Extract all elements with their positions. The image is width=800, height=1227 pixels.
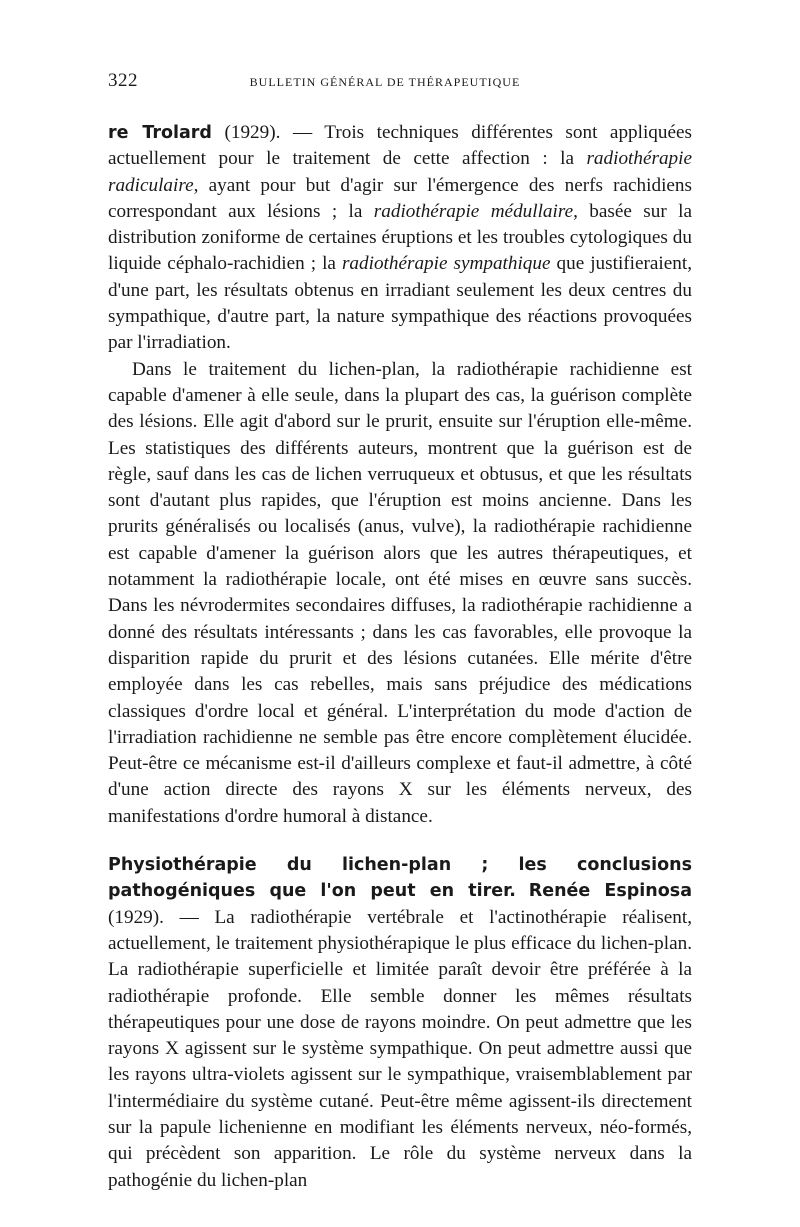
author-name: re Trolard <box>108 123 212 143</box>
paragraph-physiotherapie: Physiothérapie du lichen-plan ; les conclusions pathogéniques que l'on peut en tirer. Renée Espinosa (1929). — La radiothérapie vertébrale et l'actinothérapie réalisent, actuellement, le traitement physiothérapique le plus efficace du lichen-plan. La radiothérapie superficielle et limitée paraît devoir être préférée à la radiothérapie profonde. Elle semble donner les mêmes résultats thérapeutiques pour une dose de rayons moindre. On peut admettre que les rayons X agissent sur le système sympathique. On peut admettre aussi que les rayons ultra-violets agissent sur le sympathique, vraisemblablement par l'intermédiaire du système cutané. Peut-être même agissent-ils directement sur la papule lichenienne en modifiant les éléments nerveux, néo-formés, qui précèdent son apparition. Le rôle du système nerveux dans la pathogénie du lichen-plan <box>108 855 692 1191</box>
emphasis-radiculaire: radiothérapie radiculaire <box>108 148 692 196</box>
paragraph-trolard: re Trolard (1929). — Trois techniques différentes sont appliquées actuellement pour le traitement de cette affection : la radiothérapie radiculaire, ayant pour but d'agir sur l'émergence des nerfs rachidiens correspondant aux lésions ; la radiothérapie médullaire, basée sur la distribution zoniforme de certaines éruptions et les troubles cytologiques du liquide céphalo-rachidien ; la radiothérapie sympathique que justifieraient, d'une part, les résultats obtenus en irradiant seulement les deux centres du sympathique, d'autre part, la nature sympathique des réactions provoquées par l'irradiation. <box>108 122 692 354</box>
page-number: 322 <box>108 70 138 91</box>
paragraph-lichen-plan: Dans le traitement du lichen-plan, la radiothérapie rachidienne est capable d'amener à elle seule, dans la plupart des cas, la guérison complète des lésions. Elle agit d'abord sur le prurit, ensuite sur l'éruption elle-même. Les statistiques des différents auteurs, montrent que la guérison est de règle, sauf dans les cas de lichen verruqueux et obtusus, et que les résultats sont d'autant plus rapides, que l'éruption est moins ancienne. Dans les prurits généralisés ou localisés (anus, vulve), la radiothérapie rachidienne est capable d'amener la guérison alors que les autres thérapeutiques, et notamment la radiothérapie locale, ont été mises en œuvre sans succès. Dans les névrodermites secondaires diffuses, la radiothérapie rachidienne a donné des résultats intéressants ; dans les cas favorables, elle provoque la disparition rapide du prurit et des lésions cutanées. Elle mérite d'être employée dans les cas rebelles, mais sans préjudice des médications classiques d'ordre local et général. L'interprétation du mode d'action de l'irradiation rachidienne ne semble pas être encore complètement élucidée. Peut-être ce mécanisme est-il d'ailleurs complexe et faut-il admettre, à côté d'une action directe des rayons X sur les éléments nerveux, des manifestations d'ordre humoral à distance. <box>108 358 692 827</box>
running-title: BULLETIN GÉNÉRAL DE THÉRAPEUTIQUE <box>249 75 521 89</box>
emphasis-sympathique: radiothérapie sympathique <box>341 253 551 275</box>
page-header <box>108 70 692 98</box>
section-title: Physiothérapie du lichen-plan ; les conclusions pathogéniques que l'on peut en tirer. <box>108 855 692 902</box>
emphasis-medullaire: radiothérapie médullaire <box>373 200 574 222</box>
document-page <box>108 70 692 1194</box>
author-name-espinosa: Renée Espinosa <box>528 881 692 902</box>
